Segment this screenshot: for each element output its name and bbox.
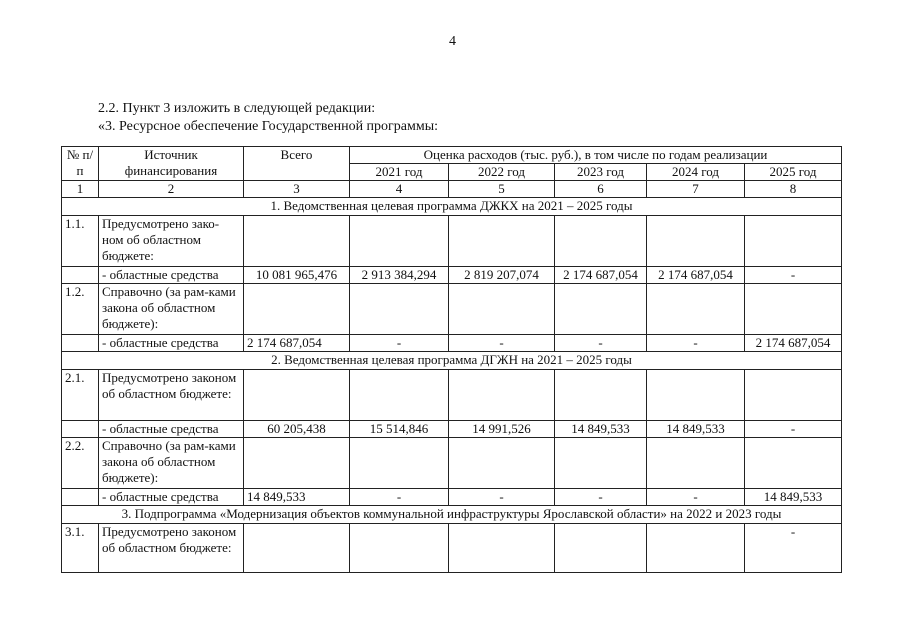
- empty-cell: [449, 524, 555, 573]
- value-cell: 14 849,533: [745, 489, 842, 506]
- empty-cell: [647, 370, 745, 421]
- item-row: [62, 284, 842, 335]
- item-number: 1.1.: [62, 216, 99, 267]
- empty-cell: [555, 370, 647, 421]
- header-year: 2022 год: [449, 164, 555, 181]
- sub-label: - областные средства: [99, 489, 244, 506]
- empty-cell: [647, 216, 745, 267]
- item-row: [62, 524, 842, 573]
- empty-cell: [62, 421, 99, 438]
- item-number: 1.2.: [62, 284, 99, 335]
- empty-cell: [244, 284, 350, 335]
- sub-label: - областные средства: [99, 421, 244, 438]
- header-source: Источник финансирования: [99, 147, 244, 181]
- empty-cell: [745, 284, 842, 335]
- value-cell: -: [647, 335, 745, 352]
- value-cell: 2 913 384,294: [350, 267, 449, 284]
- value-cell: -: [647, 489, 745, 506]
- value-cell: -: [449, 335, 555, 352]
- column-number: 1: [62, 181, 99, 198]
- empty-cell: [244, 524, 350, 573]
- column-number: 5: [449, 181, 555, 198]
- empty-cell: [555, 524, 647, 573]
- column-number: 3: [244, 181, 350, 198]
- empty-cell: [350, 524, 449, 573]
- column-number-row: [62, 181, 842, 198]
- section-row: [62, 352, 842, 370]
- value-row: [62, 421, 842, 438]
- empty-cell: [449, 216, 555, 267]
- empty-cell: [745, 370, 842, 421]
- section-row: [62, 198, 842, 216]
- header-year: 2024 год: [647, 164, 745, 181]
- value-cell: -: [350, 489, 449, 506]
- section-title: 1. Ведомственная целевая программа ДЖКХ на 2021 – 2025 годы: [62, 198, 842, 216]
- value-cell: 2 174 687,054: [244, 335, 350, 352]
- intro-line-2: «3. Ресурсное обеспечение Государственной программы:: [98, 119, 439, 134]
- sub-label: - областные средства: [99, 335, 244, 352]
- value-cell: 14 849,533: [555, 421, 647, 438]
- column-number: 7: [647, 181, 745, 198]
- item-number: 2.1.: [62, 370, 99, 421]
- empty-cell: [555, 438, 647, 489]
- value-cell: 60 205,438: [244, 421, 350, 438]
- empty-cell: [647, 284, 745, 335]
- empty-cell: [647, 438, 745, 489]
- header-estimate: Оценка расходов (тыс. руб.), в том числе по годам реализации: [350, 147, 842, 164]
- value-cell: 14 849,533: [647, 421, 745, 438]
- empty-cell: [244, 370, 350, 421]
- empty-cell: [350, 216, 449, 267]
- empty-cell: [62, 267, 99, 284]
- empty-cell: [555, 284, 647, 335]
- value-row: [62, 335, 842, 352]
- empty-cell: [350, 284, 449, 335]
- column-number: 8: [745, 181, 842, 198]
- empty-cell: [449, 370, 555, 421]
- header-year: 2021 год: [350, 164, 449, 181]
- column-number: 6: [555, 181, 647, 198]
- value-cell: 2 819 207,074: [449, 267, 555, 284]
- empty-cell: [449, 284, 555, 335]
- column-number: 2: [99, 181, 244, 198]
- value-cell: 14 849,533: [244, 489, 350, 506]
- value-cell: -: [555, 489, 647, 506]
- item-label: Предусмотрено законом об областном бюджете:: [99, 524, 244, 573]
- section-title: 2. Ведомственная целевая программа ДГЖН на 2021 – 2025 годы: [62, 352, 842, 370]
- item-label: Предусмотрено законом об областном бюджете:: [99, 370, 244, 421]
- item-label: Справочно (за рам-ками закона об областном бюджете):: [99, 284, 244, 335]
- item-number: 3.1.: [62, 524, 99, 573]
- item-row: [62, 216, 842, 267]
- value-cell: 10 081 965,476: [244, 267, 350, 284]
- empty-cell: [244, 216, 350, 267]
- sub-label: - областные средства: [99, 267, 244, 284]
- value-row: [62, 489, 842, 506]
- empty-cell: [745, 216, 842, 267]
- value-cell: 2 174 687,054: [647, 267, 745, 284]
- value-cell: 15 514,846: [350, 421, 449, 438]
- empty-cell: [647, 524, 745, 573]
- value-cell: -: [449, 489, 555, 506]
- empty-cell: [449, 438, 555, 489]
- header-year: 2025 год: [745, 164, 842, 181]
- header-num: № п/п: [62, 147, 99, 181]
- item-row: [62, 438, 842, 489]
- intro-line-1: 2.2. Пункт 3 изложить в следующей редакции:: [98, 101, 376, 116]
- header-total: Всего: [244, 147, 350, 181]
- empty-cell: [350, 370, 449, 421]
- resource-table: [61, 146, 842, 573]
- value-cell: -: [745, 421, 842, 438]
- empty-cell: [745, 438, 842, 489]
- value-cell: -: [745, 267, 842, 284]
- value-cell: -: [745, 524, 842, 573]
- item-number: 2.2.: [62, 438, 99, 489]
- value-cell: 2 174 687,054: [745, 335, 842, 352]
- column-number: 4: [350, 181, 449, 198]
- value-cell: 14 991,526: [449, 421, 555, 438]
- item-label: Справочно (за рам-ками закона об областном бюджете):: [99, 438, 244, 489]
- empty-cell: [62, 489, 99, 506]
- item-label: Предусмотрено зако-ном об областном бюджете:: [99, 216, 244, 267]
- page-number: 4: [449, 34, 456, 49]
- value-row: [62, 267, 842, 284]
- header-row-1: [62, 147, 842, 164]
- header-year: 2023 год: [555, 164, 647, 181]
- value-cell: -: [350, 335, 449, 352]
- value-cell: -: [555, 335, 647, 352]
- section-row: [62, 506, 842, 524]
- item-row: [62, 370, 842, 421]
- empty-cell: [555, 216, 647, 267]
- intro-text: [98, 100, 438, 136]
- empty-cell: [62, 335, 99, 352]
- empty-cell: [244, 438, 350, 489]
- empty-cell: [350, 438, 449, 489]
- value-cell: 2 174 687,054: [555, 267, 647, 284]
- section-title: 3. Подпрограмма «Модернизация объектов коммунальной инфраструктуры Ярославской области» на 2022 и 2023 годы: [62, 506, 842, 524]
